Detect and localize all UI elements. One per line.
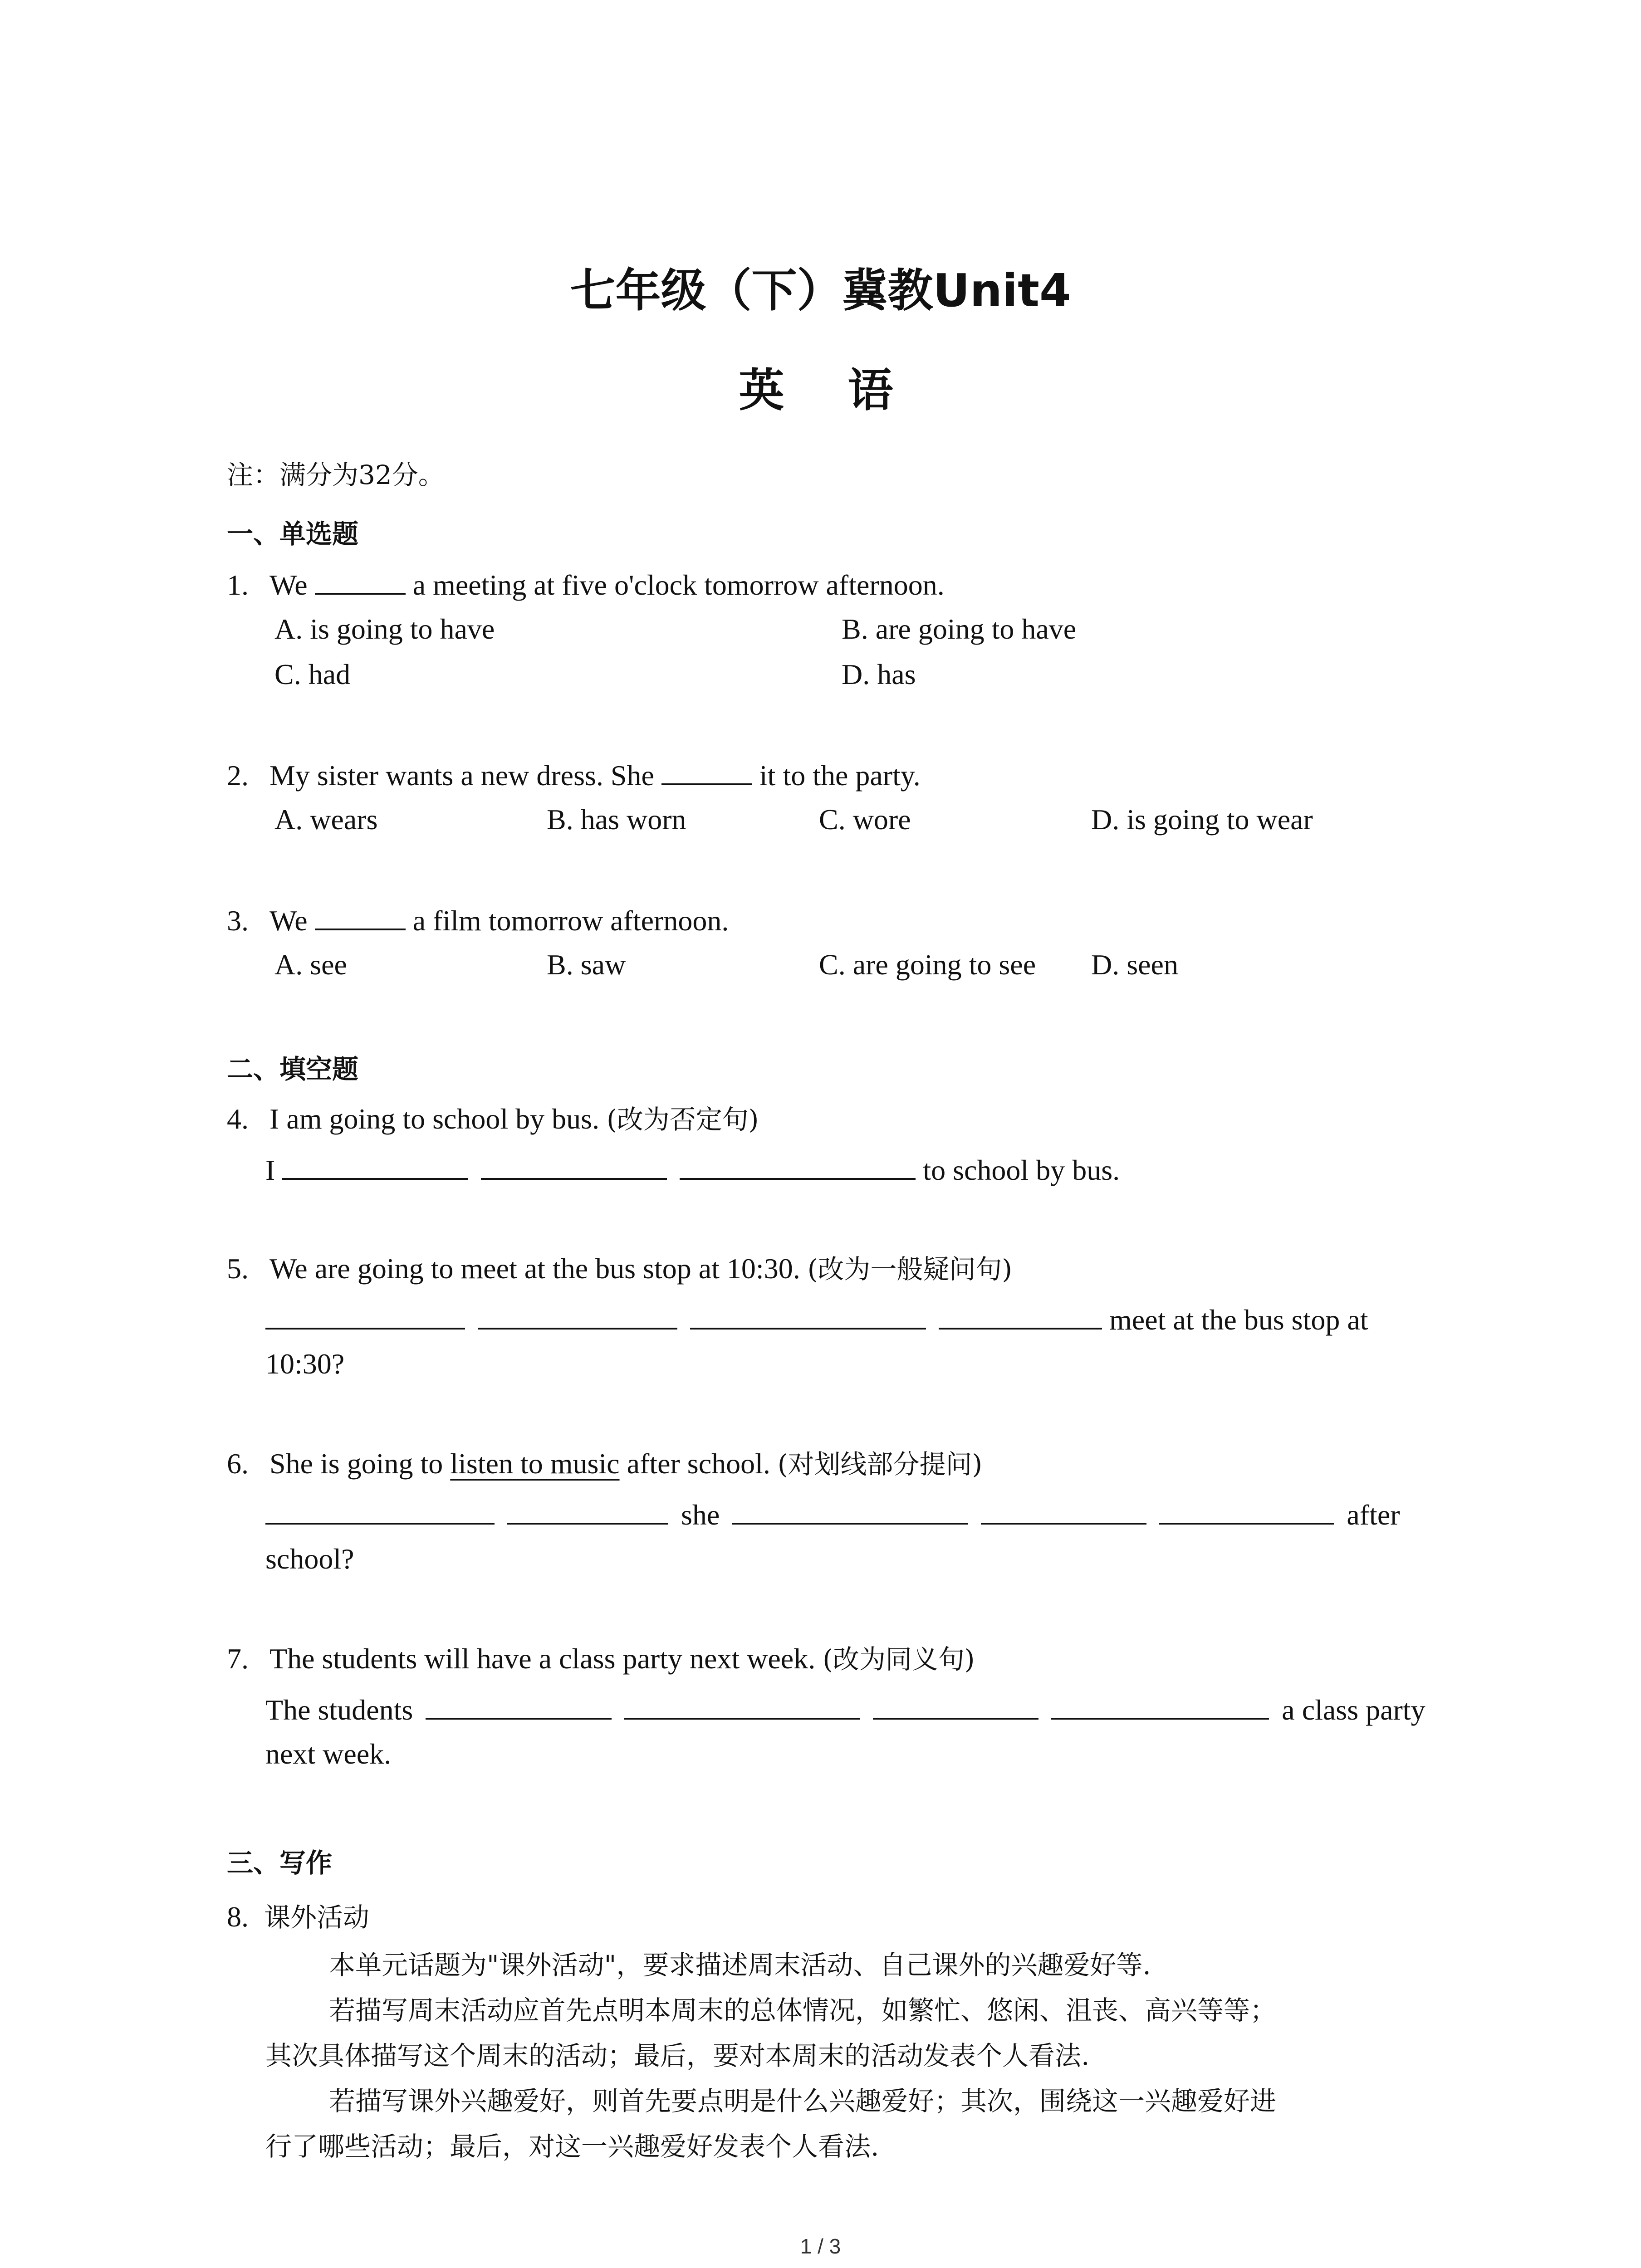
question-text-start: We: [269, 904, 308, 937]
line-end: a class party: [1282, 1694, 1425, 1726]
question-2: [227, 760, 921, 790]
question-number: 8.: [227, 1901, 249, 1933]
writing-paragraph-1: 本单元话题为"课外活动"，要求描述周末活动、自己课外的兴趣爱好等.: [329, 1950, 1151, 1980]
question-number: 2.: [227, 759, 249, 792]
answer-blank[interactable]: [680, 1154, 916, 1180]
answer-blank[interactable]: [661, 760, 752, 785]
option-c[interactable]: C. had: [274, 658, 351, 690]
writing-paragraph-3-line-1: 若描写课外兴趣爱好，则首先要点明是什么兴趣爱好；其次，围绕这一兴趣爱好进: [329, 2086, 1277, 2116]
question-text-start: She is going to: [269, 1447, 443, 1480]
page-title: 七年级（下）冀教Unit4: [570, 264, 1071, 317]
question-text-end: it to the party.: [759, 759, 921, 792]
answer-line-5: [265, 1304, 1368, 1334]
line-start: I: [265, 1154, 275, 1186]
section-heading-fill: 二、填空题: [227, 1054, 359, 1085]
answer-line-6-cont: school?: [265, 1543, 354, 1575]
question-text-end: after school.: [627, 1447, 770, 1480]
answer-blank[interactable]: [282, 1154, 468, 1180]
question-text-end: a film tomorrow afternoon.: [412, 904, 729, 937]
section-heading-choice: 一、单选题: [227, 518, 359, 549]
question-6: [227, 1449, 982, 1478]
section-heading-writing: 三、写作: [227, 1848, 333, 1878]
answer-blank[interactable]: [1051, 1694, 1269, 1720]
option-a[interactable]: A. see: [274, 948, 347, 981]
question-1: [227, 569, 945, 600]
option-a[interactable]: A. wears: [274, 803, 378, 836]
option-b[interactable]: B. saw: [547, 948, 626, 981]
line-start: The students: [265, 1694, 413, 1726]
answer-blank[interactable]: [265, 1304, 465, 1330]
question-text-start: My sister wants a new dress. She: [269, 759, 654, 792]
answer-blank[interactable]: [873, 1694, 1038, 1720]
score-note: 注：满分为32分。: [227, 459, 445, 490]
question-number: 3.: [227, 904, 249, 937]
question-number: 4.: [227, 1103, 249, 1135]
question-number: 5.: [227, 1252, 249, 1285]
answer-line-6: [265, 1499, 1400, 1530]
option-d[interactable]: D. has: [842, 658, 916, 690]
answer-blank[interactable]: [426, 1694, 612, 1720]
subject-title: 英 语: [739, 364, 902, 417]
question-8: [227, 1896, 369, 1934]
question-hint: (改为否定句): [607, 1104, 759, 1135]
line-mid: she: [681, 1499, 720, 1531]
option-d[interactable]: D. is going to wear: [1091, 803, 1313, 836]
line-end: after: [1347, 1499, 1400, 1531]
question-text: I am going to school by bus.: [269, 1103, 600, 1135]
option-c[interactable]: C. are going to see: [819, 948, 1036, 981]
line-end: meet at the bus stop at: [1109, 1304, 1368, 1336]
question-number: 7.: [227, 1642, 249, 1675]
question-hint: (改为同义句): [823, 1644, 975, 1675]
writing-paragraph-2-line-1: 若描写周末活动应首先点明本周末的总体情况，如繁忙、悠闲、沮丧、高兴等等；: [329, 1995, 1277, 2026]
line-end: to school by bus.: [923, 1154, 1120, 1186]
answer-line-4: [265, 1154, 1120, 1185]
question-5: [227, 1254, 1012, 1283]
question-text-end: a meeting at five o'clock tomorrow afternoon.: [412, 569, 945, 601]
writing-paragraph-2-line-2: 其次具体描写这个周末的活动；最后，要对本周末的活动发表个人看法.: [265, 2040, 1090, 2071]
question-3: [227, 905, 729, 935]
option-d[interactable]: D. seen: [1091, 948, 1178, 981]
underlined-phrase: listen to music: [450, 1447, 620, 1480]
answer-blank[interactable]: [981, 1499, 1146, 1525]
answer-line-7: [265, 1694, 1425, 1725]
answer-blank[interactable]: [507, 1499, 668, 1525]
option-a[interactable]: A. is going to have: [274, 613, 495, 645]
question-number: 1.: [227, 569, 249, 601]
option-c[interactable]: C. wore: [819, 803, 911, 836]
option-b[interactable]: B. has worn: [547, 803, 686, 836]
answer-blank[interactable]: [1159, 1499, 1334, 1525]
answer-blank[interactable]: [478, 1304, 677, 1330]
answer-blank[interactable]: [481, 1154, 667, 1180]
option-b[interactable]: B. are going to have: [842, 613, 1077, 645]
answer-blank[interactable]: [265, 1499, 495, 1525]
answer-blank[interactable]: [315, 569, 406, 595]
question-text: The students will have a class party next week.: [269, 1642, 816, 1675]
answer-blank[interactable]: [624, 1694, 860, 1720]
question-text: We are going to meet at the bus stop at 10:30.: [269, 1252, 800, 1285]
question-number: 6.: [227, 1447, 249, 1480]
page-number: 1 / 3: [800, 2234, 841, 2258]
question-7: [227, 1644, 975, 1673]
question-hint: (改为一般疑问句): [807, 1254, 1012, 1285]
answer-blank[interactable]: [690, 1304, 926, 1330]
question-hint: (对划线部分提问): [777, 1449, 983, 1480]
writing-paragraph-3-line-2: 行了哪些活动；最后，对这一兴趣爱好发表个人看法.: [265, 2131, 879, 2162]
question-4: [227, 1105, 759, 1134]
answer-blank[interactable]: [315, 905, 406, 930]
answer-blank[interactable]: [939, 1304, 1102, 1330]
answer-line-7-cont: next week.: [265, 1738, 392, 1770]
answer-blank[interactable]: [732, 1499, 968, 1525]
question-title: 课外活动: [264, 1902, 370, 1933]
question-text-start: We: [269, 569, 308, 601]
answer-line-5-cont: 10:30?: [265, 1348, 345, 1380]
